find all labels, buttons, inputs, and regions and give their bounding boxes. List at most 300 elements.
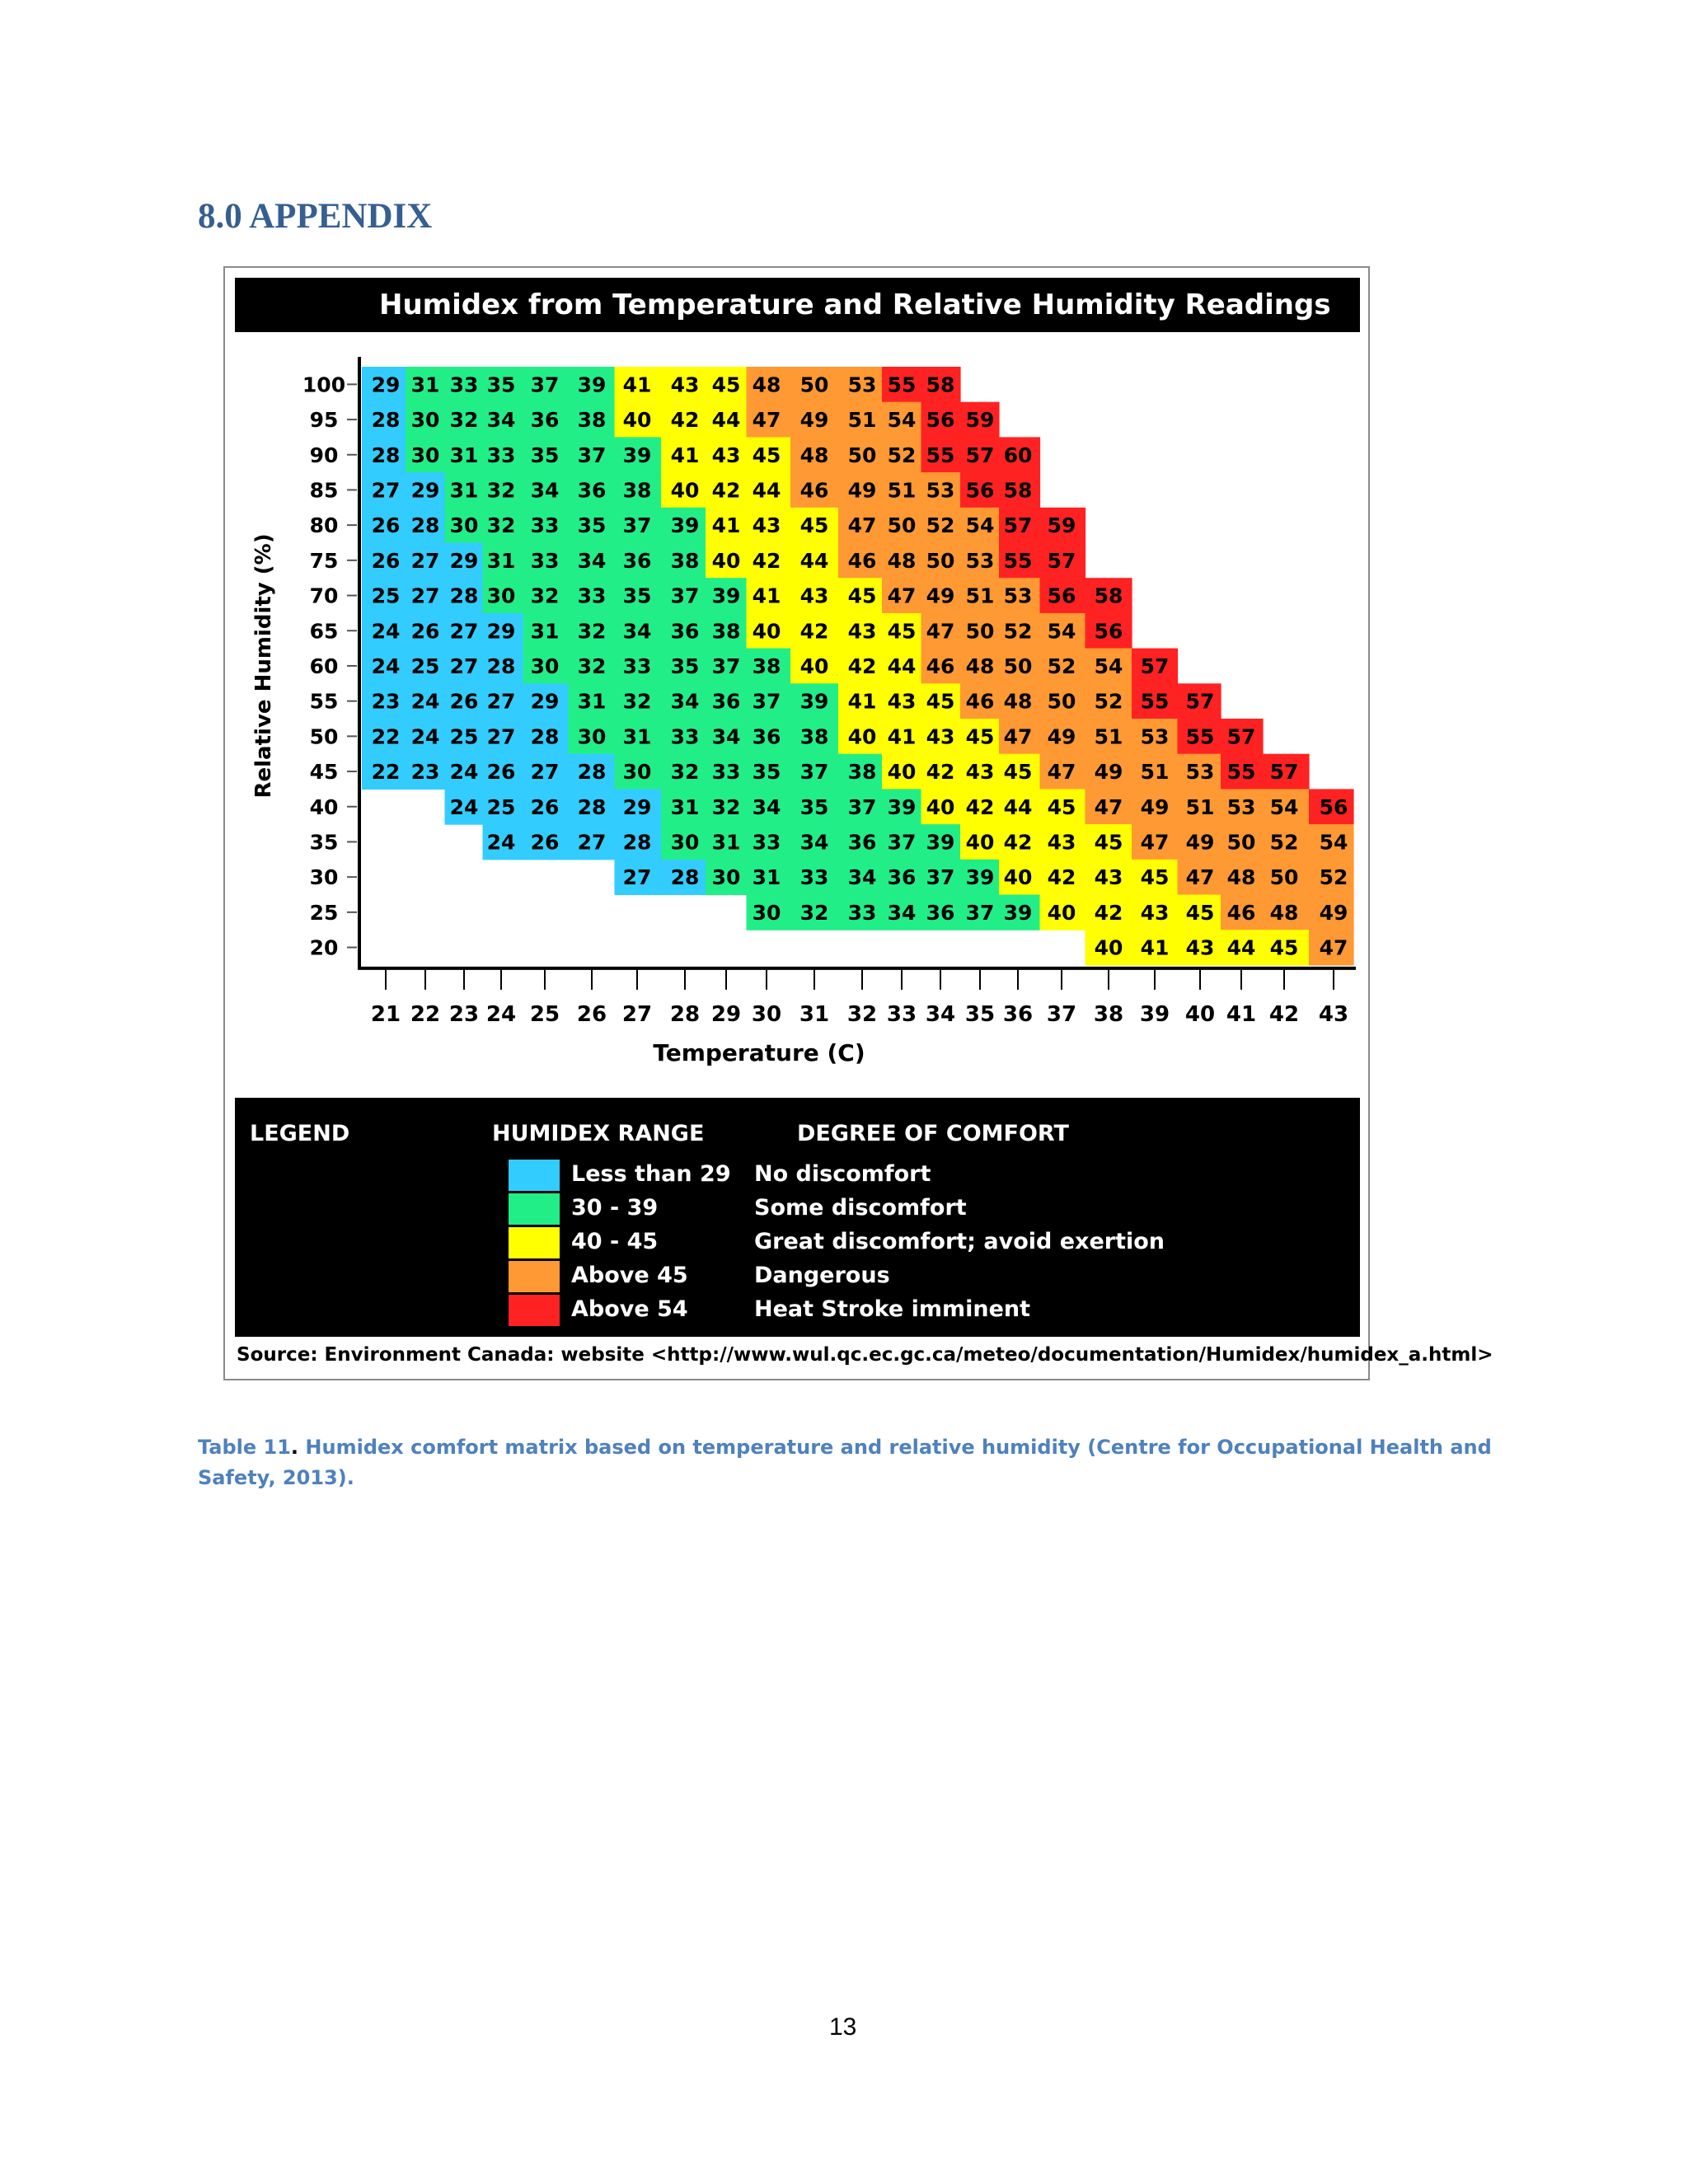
matrix-cell-value: 50 (965, 619, 995, 644)
matrix-cell-value: 53 (926, 478, 955, 503)
matrix-cell-value: 40 (1094, 935, 1123, 960)
y-tick-label: 30 (309, 865, 339, 890)
matrix-cell-value: 50 (1047, 689, 1076, 714)
matrix-cell-value: 45 (1003, 760, 1033, 785)
matrix-cell-value: 51 (965, 583, 995, 608)
matrix-cell-value: 45 (965, 724, 995, 749)
matrix-cell-value: 38 (711, 619, 741, 644)
matrix-cell-value: 47 (926, 619, 955, 644)
matrix-cell-value: 39 (577, 373, 607, 397)
matrix-cell-value: 34 (577, 548, 607, 573)
matrix-cell-value: 48 (887, 548, 917, 573)
matrix-cell-value: 31 (449, 478, 479, 503)
legend-title: LEGEND (250, 1121, 350, 1146)
matrix-cell-value: 52 (887, 443, 917, 467)
matrix-cell-value: 34 (486, 408, 516, 433)
x-tick-label: 40 (1184, 1001, 1216, 1027)
matrix-cell-value: 43 (1140, 900, 1170, 925)
y-tick-label: 90 (309, 443, 339, 467)
matrix-cell-value: 48 (965, 654, 995, 678)
matrix-cell-value: 50 (799, 373, 829, 397)
matrix-cell-value: 43 (711, 443, 741, 467)
matrix-cell-value: 58 (1094, 583, 1123, 608)
matrix-cell-value: 43 (799, 583, 829, 608)
matrix-cell-value: 56 (1094, 619, 1123, 644)
matrix-cell-value: 37 (530, 373, 560, 397)
matrix-cell-value: 27 (449, 619, 479, 644)
matrix-cell-value: 40 (752, 619, 781, 644)
matrix-cell-value: 41 (670, 443, 700, 467)
matrix-cell-value: 32 (799, 900, 829, 925)
legend-row (235, 1261, 1360, 1294)
matrix-cell-value: 35 (670, 654, 700, 678)
matrix-cell-value: 42 (926, 760, 955, 785)
y-tick-label: 35 (309, 830, 339, 855)
matrix-cell-value: 28 (577, 794, 607, 819)
matrix-cell-value: 52 (1047, 654, 1076, 678)
matrix-cell-value: 31 (449, 443, 479, 467)
matrix-cell-value: 29 (449, 548, 479, 573)
matrix-cell-value: 51 (1185, 794, 1215, 819)
matrix-cell-value: 53 (1185, 760, 1215, 785)
matrix-cell-value: 44 (887, 654, 917, 678)
caption-text: Humidex comfort matrix based on temperature and relative humidity (Centre for Occupational Health and Safety, 2013). (198, 1436, 1492, 1489)
matrix-cell-value: 28 (449, 583, 479, 608)
matrix-cell-value: 34 (752, 794, 781, 819)
matrix-cell-value: 27 (449, 654, 479, 678)
matrix-cell-value: 34 (799, 830, 829, 855)
matrix-cell-value: 42 (670, 408, 700, 433)
matrix-cell-value: 43 (670, 373, 700, 397)
matrix-cell-value: 45 (1094, 830, 1123, 855)
matrix-cell-value: 30 (410, 408, 440, 433)
matrix-cell-value: 46 (926, 654, 955, 678)
matrix-cell-value: 47 (1094, 794, 1123, 819)
matrix-cell-value: 27 (486, 689, 516, 714)
matrix-cell-value: 30 (449, 513, 479, 538)
matrix-cell-value: 54 (1319, 830, 1348, 855)
matrix-cell-value: 43 (887, 689, 917, 714)
x-tick-label: 28 (669, 1001, 701, 1027)
y-tick-label: 20 (309, 935, 339, 960)
matrix-cell-value: 42 (799, 619, 829, 644)
matrix-cell-value: 42 (711, 478, 741, 503)
matrix-cell-value: 27 (622, 865, 652, 890)
y-tick-label: 45 (309, 760, 339, 785)
matrix-cell-value: 46 (965, 689, 995, 714)
matrix-cell-value: 40 (799, 654, 829, 678)
matrix-cell-value: 31 (752, 865, 781, 890)
matrix-cell-value: 25 (486, 794, 516, 819)
matrix-cell-value: 33 (449, 373, 479, 397)
matrix-cell-value: 53 (1226, 794, 1256, 819)
matrix-cell-value: 23 (371, 689, 401, 714)
matrix-cell-value: 50 (1269, 865, 1299, 890)
matrix-cell-value: 33 (530, 548, 560, 573)
matrix-cell-value: 36 (752, 724, 781, 749)
matrix-cell-value: 58 (1003, 478, 1033, 503)
matrix-cell-value: 33 (530, 513, 560, 538)
matrix-cell-value: 25 (410, 654, 440, 678)
matrix-cell-value: 45 (1269, 935, 1299, 960)
y-tick-label: 100 (302, 373, 346, 397)
matrix-cell-value: 26 (530, 830, 560, 855)
y-tick-label: 75 (309, 548, 339, 573)
matrix-cell-value: 44 (752, 478, 781, 503)
y-tick-label: 65 (309, 619, 339, 644)
matrix-cell-value: 42 (1094, 900, 1123, 925)
matrix-cell-value: 45 (752, 443, 781, 467)
matrix-cell-value: 37 (847, 794, 877, 819)
matrix-cell-value: 38 (799, 724, 829, 749)
matrix-cell-value: 31 (486, 548, 516, 573)
matrix-cell-value: 42 (847, 654, 877, 678)
matrix-cell-value: 27 (371, 478, 401, 503)
legend-swatch-red (509, 1295, 560, 1326)
matrix-cell-value: 45 (1140, 865, 1170, 890)
matrix-cell-value: 32 (577, 654, 607, 678)
matrix-cell-value: 40 (622, 408, 652, 433)
matrix-cell-value: 52 (1003, 619, 1033, 644)
matrix-cell-value: 47 (887, 583, 917, 608)
matrix-cell-value: 43 (1094, 865, 1123, 890)
matrix-cell-value: 50 (887, 513, 917, 538)
matrix-cell-value: 47 (1047, 760, 1076, 785)
matrix-cell-value: 37 (622, 513, 652, 538)
matrix-cell-value: 36 (530, 408, 560, 433)
matrix-cell-value: 38 (847, 760, 877, 785)
x-tick-label: 38 (1093, 1001, 1124, 1027)
x-tick-label: 34 (925, 1001, 956, 1027)
matrix-cell-value: 53 (965, 548, 995, 573)
matrix-cell-value: 33 (711, 760, 741, 785)
matrix-cell-value: 39 (965, 865, 995, 890)
legend-row (235, 1193, 1360, 1226)
matrix-cell-value: 43 (926, 724, 955, 749)
x-tick-label: 21 (370, 1001, 401, 1027)
caption-label: Table 11 (198, 1436, 291, 1459)
matrix-cell-value: 55 (1140, 689, 1170, 714)
matrix-cell-value: 35 (799, 794, 829, 819)
matrix-cell-value: 27 (410, 548, 440, 573)
matrix-cell-value: 28 (622, 830, 652, 855)
matrix-cell-value: 41 (752, 583, 781, 608)
legend-range: Above 54 (571, 1296, 688, 1322)
matrix-cell-value: 45 (799, 513, 829, 538)
matrix-cell-value: 46 (1226, 900, 1256, 925)
humidex-matrix (225, 268, 1368, 1092)
legend-swatch-green (509, 1193, 560, 1225)
matrix-cell-value: 30 (752, 900, 781, 925)
matrix-cell-value: 51 (1140, 760, 1170, 785)
matrix-cell-value: 26 (371, 548, 401, 573)
legend-swatch-orange (509, 1261, 560, 1292)
x-tick-label: 41 (1226, 1001, 1257, 1027)
matrix-cell-value: 32 (449, 408, 479, 433)
matrix-cell-value: 40 (711, 548, 741, 573)
matrix-cell-value: 55 (1185, 724, 1215, 749)
matrix-cell-value: 32 (486, 513, 516, 538)
matrix-cell-value: 42 (1003, 830, 1033, 855)
matrix-cell-value: 49 (1319, 900, 1348, 925)
matrix-cell-value: 39 (926, 830, 955, 855)
matrix-cell-value: 54 (1094, 654, 1123, 678)
matrix-cell-value: 52 (1269, 830, 1299, 855)
legend-comfort-header: DEGREE OF COMFORT (797, 1121, 1069, 1146)
matrix-cell-value: 54 (965, 513, 995, 538)
matrix-cell-value: 57 (1140, 654, 1170, 678)
matrix-cell-value: 26 (449, 689, 479, 714)
legend-swatch-yellow (509, 1227, 560, 1258)
legend-range: Above 45 (571, 1263, 688, 1288)
y-tick-label: 85 (309, 478, 339, 503)
x-tick-label: 27 (621, 1001, 653, 1027)
section-heading: 8.0 APPENDIX (198, 197, 433, 236)
figure-source: Source: Environment Canada: website <http://www.wul.qc.ec.gc.ca/meteo/documentation/Humidex/humidex_a.html> (237, 1344, 1493, 1366)
matrix-cell-value: 30 (622, 760, 652, 785)
matrix-cell-value: 36 (577, 478, 607, 503)
matrix-cell-value: 28 (371, 408, 401, 433)
matrix-cell-value: 52 (926, 513, 955, 538)
matrix-cell-value: 38 (752, 654, 781, 678)
matrix-cell-value: 44 (1003, 794, 1033, 819)
matrix-cell-value: 31 (622, 724, 652, 749)
matrix-cell-value: 36 (887, 865, 917, 890)
matrix-cell-value: 41 (711, 513, 741, 538)
matrix-cell-value: 51 (1094, 724, 1123, 749)
matrix-cell-value: 40 (965, 830, 995, 855)
legend-comfort: Dangerous (754, 1263, 890, 1288)
legend-row (235, 1227, 1360, 1260)
matrix-cell-value: 37 (752, 689, 781, 714)
matrix-cell-value: 39 (799, 689, 829, 714)
matrix-cell-value: 25 (371, 583, 401, 608)
matrix-cell-value: 24 (410, 724, 440, 749)
matrix-cell-value: 39 (622, 443, 652, 467)
matrix-cell-value: 59 (1047, 513, 1076, 538)
matrix-cell-value: 56 (926, 408, 955, 433)
matrix-cell-value: 57 (1185, 689, 1215, 714)
matrix-cell-value: 35 (752, 760, 781, 785)
matrix-cell-value: 55 (926, 443, 955, 467)
matrix-cell-value: 41 (887, 724, 917, 749)
matrix-cell-value: 45 (1047, 794, 1076, 819)
legend-comfort: Heat Stroke imminent (754, 1296, 1031, 1322)
humidex-figure (223, 266, 1493, 1380)
x-tick-label: 37 (1046, 1001, 1077, 1027)
matrix-cell-value: 54 (1047, 619, 1076, 644)
matrix-cell-value: 39 (887, 794, 917, 819)
matrix-cell-value: 29 (622, 794, 652, 819)
matrix-cell-value: 48 (799, 443, 829, 467)
x-tick-label: 35 (964, 1001, 996, 1027)
matrix-cell-value: 40 (847, 724, 877, 749)
y-tick-label: 40 (309, 794, 339, 819)
matrix-cell-value: 49 (847, 478, 877, 503)
matrix-cell-value: 59 (965, 408, 995, 433)
matrix-cell-value: 47 (752, 408, 781, 433)
matrix-cell-value: 22 (371, 724, 401, 749)
matrix-cell-value: 50 (847, 443, 877, 467)
matrix-cell-value: 33 (847, 900, 877, 925)
matrix-cell-value: 31 (410, 373, 440, 397)
x-tick-label: 31 (799, 1001, 830, 1027)
matrix-cell-value: 30 (530, 654, 560, 678)
x-tick-label: 26 (576, 1001, 607, 1027)
legend-range: Less than 29 (571, 1161, 731, 1187)
matrix-cell-value: 52 (1319, 865, 1348, 890)
figure-title: Humidex from Temperature and Relative Humidity Readings (379, 288, 1331, 321)
matrix-cell-value: 53 (1140, 724, 1170, 749)
matrix-cell-value: 30 (486, 583, 516, 608)
matrix-cell-value: 48 (1003, 689, 1033, 714)
matrix-cell-value: 22 (371, 760, 401, 785)
matrix-cell-value: 43 (847, 619, 877, 644)
matrix-cell-value: 55 (1226, 760, 1256, 785)
y-tick-label: 50 (309, 724, 339, 749)
matrix-cell-value: 31 (670, 794, 700, 819)
x-tick-label: 36 (1002, 1001, 1034, 1027)
matrix-cell-value: 40 (670, 478, 700, 503)
matrix-cell-value: 24 (371, 619, 401, 644)
matrix-cell-value: 56 (965, 478, 995, 503)
matrix-cell-value: 32 (530, 583, 560, 608)
matrix-cell-value: 29 (371, 373, 401, 397)
matrix-cell-value: 31 (530, 619, 560, 644)
x-tick-label: 42 (1268, 1001, 1300, 1027)
matrix-cell-value: 23 (410, 760, 440, 785)
matrix-cell-value: 40 (926, 794, 955, 819)
matrix-cell-value: 37 (926, 865, 955, 890)
matrix-cell-value: 29 (410, 478, 440, 503)
matrix-cell-value: 24 (449, 760, 479, 785)
x-tick-label: 32 (846, 1001, 878, 1027)
matrix-cell-value: 43 (1047, 830, 1076, 855)
matrix-cell-value: 37 (577, 443, 607, 467)
matrix-cell-value: 34 (711, 724, 741, 749)
matrix-cell-value: 37 (887, 830, 917, 855)
matrix-cell-value: 37 (799, 760, 829, 785)
matrix-cell-value: 32 (670, 760, 700, 785)
matrix-cell-value: 34 (670, 689, 700, 714)
x-tick-label: 29 (710, 1001, 742, 1027)
matrix-cell-value: 24 (486, 830, 516, 855)
matrix-cell-value: 30 (410, 443, 440, 467)
matrix-cell-value: 29 (486, 619, 516, 644)
matrix-cell-value: 32 (486, 478, 516, 503)
matrix-cell-value: 36 (622, 548, 652, 573)
matrix-cell-value: 30 (711, 865, 741, 890)
matrix-cell-value: 57 (1226, 724, 1256, 749)
x-tick-label: 39 (1139, 1001, 1170, 1027)
legend-panel (235, 1098, 1360, 1337)
matrix-cell-value: 54 (1269, 794, 1299, 819)
matrix-cell-value: 32 (711, 794, 741, 819)
matrix-cell-value: 34 (887, 900, 917, 925)
matrix-cell-value: 48 (1226, 865, 1256, 890)
matrix-cell-value: 33 (622, 654, 652, 678)
matrix-cell-value: 35 (622, 583, 652, 608)
matrix-cell-value: 47 (1003, 724, 1033, 749)
matrix-cell-value: 38 (622, 478, 652, 503)
matrix-cell-value: 45 (926, 689, 955, 714)
page-number: 13 (829, 2013, 857, 2041)
matrix-cell-value: 58 (926, 373, 955, 397)
matrix-cell-value: 24 (449, 794, 479, 819)
matrix-cell-value: 35 (577, 513, 607, 538)
matrix-cell-value: 40 (1047, 900, 1076, 925)
matrix-cell-value: 41 (622, 373, 652, 397)
y-tick-label: 25 (309, 900, 339, 925)
x-tick-label: 33 (886, 1001, 917, 1027)
matrix-cell-value: 60 (1003, 443, 1033, 467)
matrix-cell-value: 38 (577, 408, 607, 433)
matrix-cell-value: 57 (1269, 760, 1299, 785)
y-axis-title: Relative Humidity (%) (251, 533, 276, 799)
matrix-cell-value: 43 (965, 760, 995, 785)
matrix-cell-value: 27 (577, 830, 607, 855)
y-tick-label: 95 (309, 408, 339, 433)
matrix-cell-value: 36 (711, 689, 741, 714)
matrix-cell-value: 24 (371, 654, 401, 678)
matrix-cell-value: 42 (965, 794, 995, 819)
legend-range: 40 - 45 (571, 1229, 659, 1254)
matrix-cell-value: 45 (847, 583, 877, 608)
matrix-cell-value: 48 (752, 373, 781, 397)
matrix-cell-value: 55 (887, 373, 917, 397)
matrix-cell-value: 28 (670, 865, 700, 890)
matrix-cell-value: 38 (670, 548, 700, 573)
matrix-cell-value: 49 (1047, 724, 1076, 749)
matrix-cell-value: 27 (486, 724, 516, 749)
matrix-cell-value: 54 (887, 408, 917, 433)
matrix-cell-value: 28 (577, 760, 607, 785)
matrix-cell-value: 43 (752, 513, 781, 538)
matrix-cell-value: 45 (711, 373, 741, 397)
matrix-cell-value: 34 (622, 619, 652, 644)
matrix-cell-value: 50 (1003, 654, 1033, 678)
matrix-cell-value: 36 (670, 619, 700, 644)
matrix-cell-value: 31 (711, 830, 741, 855)
matrix-cell-value: 47 (1319, 935, 1348, 960)
matrix-cell-value: 37 (670, 583, 700, 608)
matrix-cell-value: 32 (622, 689, 652, 714)
matrix-cell-value: 33 (799, 865, 829, 890)
matrix-cell-value: 39 (711, 583, 741, 608)
legend-swatch-blue (509, 1160, 560, 1191)
matrix-cell-value: 46 (847, 548, 877, 573)
matrix-cell-value: 51 (887, 478, 917, 503)
legend-comfort: Some discomfort (754, 1195, 967, 1221)
matrix-cell-value: 44 (1226, 935, 1256, 960)
matrix-cell-value: 28 (371, 443, 401, 467)
x-tick-label: 24 (485, 1001, 517, 1027)
legend-range: 30 - 39 (571, 1195, 659, 1221)
matrix-cell-value: 49 (799, 408, 829, 433)
matrix-cell-value: 50 (1226, 830, 1256, 855)
matrix-cell-value: 25 (449, 724, 479, 749)
matrix-cell-value: 37 (711, 654, 741, 678)
x-tick-label: 22 (410, 1001, 441, 1027)
matrix-cell-value: 26 (530, 794, 560, 819)
legend-row (235, 1295, 1360, 1328)
matrix-cell-value: 43 (1185, 935, 1215, 960)
matrix-cell-value: 52 (1094, 689, 1123, 714)
matrix-cell-value: 56 (1319, 794, 1348, 819)
y-tick-label: 70 (309, 583, 339, 608)
matrix-cell-value: 53 (1003, 583, 1033, 608)
matrix-cell-value: 53 (847, 373, 877, 397)
